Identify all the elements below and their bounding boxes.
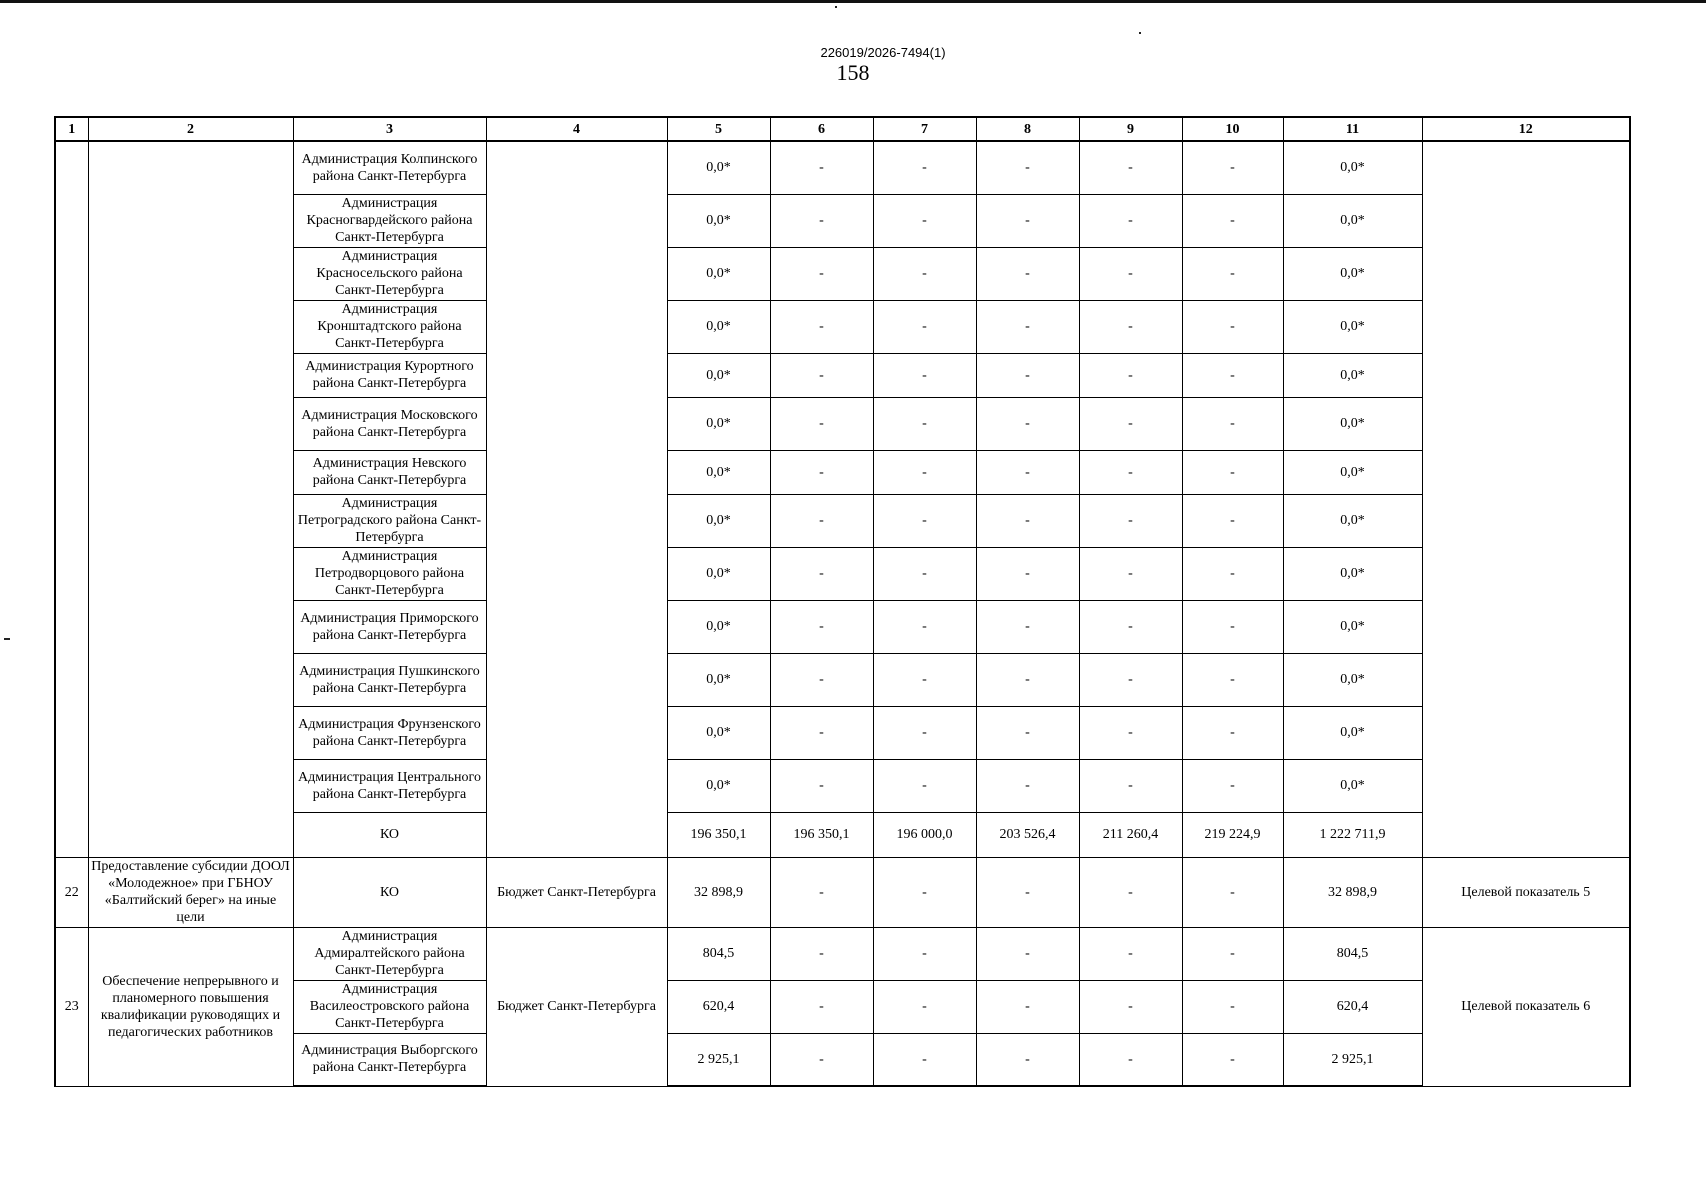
value-cell-c6: -: [770, 927, 873, 980]
executor-cell: КО: [293, 857, 486, 927]
value-cell-c9: -: [1079, 1033, 1182, 1086]
budget-table: [54, 116, 1631, 1087]
executor-cell: Администрация Красногвардейского района Санкт-Петербурга: [293, 194, 486, 247]
value-cell-c5: 0,0*: [667, 397, 770, 450]
value-cell-c8: -: [976, 300, 1079, 353]
value-cell-c5: 620,4: [667, 980, 770, 1033]
value-cell-c11: 32 898,9: [1283, 857, 1422, 927]
executor-cell: Администрация Колпинского района Санкт-Петербурга: [293, 141, 486, 194]
value-cell-c7: 196 000,0: [873, 812, 976, 857]
value-cell-c5: 32 898,9: [667, 857, 770, 927]
scan-speck: [4, 638, 10, 640]
value-cell-c10: -: [1182, 353, 1283, 397]
value-cell-c5: 0,0*: [667, 300, 770, 353]
value-cell-c9: 211 260,4: [1079, 812, 1182, 857]
value-cell-c11: 0,0*: [1283, 600, 1422, 653]
value-cell-c10: -: [1182, 194, 1283, 247]
top-border-line: [0, 0, 1706, 3]
column-header: 11: [1283, 117, 1422, 141]
value-cell-c6: -: [770, 706, 873, 759]
value-cell-c7: -: [873, 927, 976, 980]
indicator-cell: Целевой показатель 5: [1422, 857, 1630, 927]
value-cell-c10: -: [1182, 653, 1283, 706]
value-cell-c10: -: [1182, 300, 1283, 353]
value-cell-c10: 219 224,9: [1182, 812, 1283, 857]
value-cell-c8: 203 526,4: [976, 812, 1079, 857]
value-cell-c5: 0,0*: [667, 247, 770, 300]
value-cell-c6: -: [770, 759, 873, 812]
value-cell-c5: 804,5: [667, 927, 770, 980]
value-cell-c8: -: [976, 450, 1079, 494]
value-cell-c11: 0,0*: [1283, 494, 1422, 547]
column-number-row: [55, 117, 1630, 141]
value-cell-c6: -: [770, 653, 873, 706]
funding-source-cell: Бюджет Санкт-Петербурга: [486, 927, 667, 1086]
value-cell-c11: 0,0*: [1283, 353, 1422, 397]
value-cell-c10: -: [1182, 980, 1283, 1033]
value-cell-c8: -: [976, 494, 1079, 547]
value-cell-c11: 0,0*: [1283, 397, 1422, 450]
value-cell-c8: -: [976, 653, 1079, 706]
value-cell-c5: 196 350,1: [667, 812, 770, 857]
value-cell-c9: -: [1079, 300, 1182, 353]
value-cell-c9: -: [1079, 980, 1182, 1033]
value-cell-c10: -: [1182, 547, 1283, 600]
value-cell-c6: -: [770, 141, 873, 194]
executor-cell: Администрация Приморского района Санкт-Петербурга: [293, 600, 486, 653]
value-cell-c5: 0,0*: [667, 653, 770, 706]
value-cell-c8: -: [976, 927, 1079, 980]
table-row-23: [55, 927, 1630, 980]
value-cell-c8: -: [976, 980, 1079, 1033]
value-cell-c6: -: [770, 450, 873, 494]
value-cell-c8: -: [976, 857, 1079, 927]
value-cell-c5: 2 925,1: [667, 1033, 770, 1086]
value-cell-c7: -: [873, 759, 976, 812]
measure-name-cell: Обеспечение непрерывного и планомерного повышения квалификации руководящих и педагогических работников: [88, 927, 293, 1086]
column-header: 1: [55, 117, 88, 141]
value-cell-c6: -: [770, 300, 873, 353]
value-cell-c5: 0,0*: [667, 194, 770, 247]
executor-cell: Администрация Центрального района Санкт-Петербурга: [293, 759, 486, 812]
value-cell-c6: -: [770, 194, 873, 247]
executor-cell: Администрация Петродворцового района Санкт-Петербурга: [293, 547, 486, 600]
value-cell-c7: -: [873, 247, 976, 300]
value-cell-c9: -: [1079, 450, 1182, 494]
value-cell-c8: -: [976, 600, 1079, 653]
executor-cell: Администрация Василеостровского района Санкт-Петербурга: [293, 980, 486, 1033]
executor-cell: Администрация Пушкинского района Санкт-Петербурга: [293, 653, 486, 706]
column-header: 9: [1079, 117, 1182, 141]
indicator-cell: [1422, 141, 1630, 857]
value-cell-c10: -: [1182, 927, 1283, 980]
column-header: 10: [1182, 117, 1283, 141]
executor-cell: КО: [293, 812, 486, 857]
value-cell-c7: -: [873, 653, 976, 706]
value-cell-c11: 0,0*: [1283, 759, 1422, 812]
value-cell-c11: 0,0*: [1283, 706, 1422, 759]
column-header: 5: [667, 117, 770, 141]
value-cell-c7: -: [873, 857, 976, 927]
row-number-cell: [55, 141, 88, 857]
column-header: 7: [873, 117, 976, 141]
value-cell-c9: -: [1079, 706, 1182, 759]
value-cell-c10: -: [1182, 759, 1283, 812]
value-cell-c11: 0,0*: [1283, 247, 1422, 300]
executor-cell: Администрация Московского района Санкт-Петербурга: [293, 397, 486, 450]
value-cell-c7: -: [873, 353, 976, 397]
table-row: [55, 141, 1630, 194]
value-cell-c11: 0,0*: [1283, 547, 1422, 600]
value-cell-c11: 0,0*: [1283, 653, 1422, 706]
value-cell-c10: -: [1182, 141, 1283, 194]
value-cell-c11: 0,0*: [1283, 450, 1422, 494]
executor-cell: Администрация Красносельского района Санкт-Петербурга: [293, 247, 486, 300]
value-cell-c6: -: [770, 980, 873, 1033]
column-header: 4: [486, 117, 667, 141]
value-cell-c7: -: [873, 397, 976, 450]
value-cell-c9: -: [1079, 759, 1182, 812]
value-cell-c9: -: [1079, 927, 1182, 980]
value-cell-c5: 0,0*: [667, 450, 770, 494]
value-cell-c6: 196 350,1: [770, 812, 873, 857]
value-cell-c9: -: [1079, 353, 1182, 397]
value-cell-c7: -: [873, 141, 976, 194]
value-cell-c7: -: [873, 600, 976, 653]
value-cell-c8: -: [976, 706, 1079, 759]
value-cell-c5: 0,0*: [667, 706, 770, 759]
value-cell-c5: 0,0*: [667, 547, 770, 600]
value-cell-c8: -: [976, 141, 1079, 194]
executor-cell: Администрация Петроградского района Санкт-Петербурга: [293, 494, 486, 547]
measure-name-cell: Предоставление субсидии ДООЛ «Молодежное» при ГБНОУ «Балтийский берег» на иные цели: [88, 857, 293, 927]
value-cell-c6: -: [770, 247, 873, 300]
column-header: 6: [770, 117, 873, 141]
executor-cell: Администрация Выборгского района Санкт-Петербурга: [293, 1033, 486, 1086]
value-cell-c9: -: [1079, 141, 1182, 194]
value-cell-c7: -: [873, 706, 976, 759]
column-header: 2: [88, 117, 293, 141]
value-cell-c6: -: [770, 547, 873, 600]
value-cell-c6: -: [770, 494, 873, 547]
value-cell-c11: 1 222 711,9: [1283, 812, 1422, 857]
measure-name-cell: [88, 141, 293, 857]
value-cell-c8: -: [976, 1033, 1079, 1086]
value-cell-c11: 804,5: [1283, 927, 1422, 980]
value-cell-c5: 0,0*: [667, 494, 770, 547]
value-cell-c6: -: [770, 600, 873, 653]
row-number-cell: 22: [55, 857, 88, 927]
indicator-cell: Целевой показатель 6: [1422, 927, 1630, 1086]
funding-source-cell: Бюджет Санкт-Петербурга: [486, 857, 667, 927]
row-number-cell: 23: [55, 927, 88, 1086]
value-cell-c9: -: [1079, 547, 1182, 600]
value-cell-c5: 0,0*: [667, 141, 770, 194]
value-cell-c8: -: [976, 194, 1079, 247]
value-cell-c9: -: [1079, 194, 1182, 247]
value-cell-c7: -: [873, 1033, 976, 1086]
column-header: 3: [293, 117, 486, 141]
value-cell-c9: -: [1079, 653, 1182, 706]
value-cell-c10: -: [1182, 600, 1283, 653]
document-number: 226019/2026-7494(1): [820, 45, 946, 60]
value-cell-c7: -: [873, 980, 976, 1033]
executor-cell: Администрация Адмиралтейского района Санкт-Петербурга: [293, 927, 486, 980]
table-row-22: [55, 857, 1630, 927]
value-cell-c11: 0,0*: [1283, 141, 1422, 194]
scan-speck: [835, 6, 837, 8]
value-cell-c10: -: [1182, 397, 1283, 450]
value-cell-c5: 0,0*: [667, 353, 770, 397]
value-cell-c9: -: [1079, 494, 1182, 547]
value-cell-c5: 0,0*: [667, 600, 770, 653]
value-cell-c6: -: [770, 397, 873, 450]
value-cell-c9: -: [1079, 397, 1182, 450]
value-cell-c11: 0,0*: [1283, 194, 1422, 247]
value-cell-c8: -: [976, 353, 1079, 397]
value-cell-c11: 0,0*: [1283, 300, 1422, 353]
value-cell-c10: -: [1182, 450, 1283, 494]
value-cell-c7: -: [873, 300, 976, 353]
column-header: 12: [1422, 117, 1630, 141]
value-cell-c6: -: [770, 857, 873, 927]
column-header: 8: [976, 117, 1079, 141]
value-cell-c6: -: [770, 353, 873, 397]
value-cell-c7: -: [873, 547, 976, 600]
value-cell-c7: -: [873, 494, 976, 547]
value-cell-c7: -: [873, 450, 976, 494]
funding-source-cell: [486, 141, 667, 857]
value-cell-c8: -: [976, 397, 1079, 450]
executor-cell: Администрация Курортного района Санкт-Петербурга: [293, 353, 486, 397]
value-cell-c11: 2 925,1: [1283, 1033, 1422, 1086]
value-cell-c11: 620,4: [1283, 980, 1422, 1033]
value-cell-c8: -: [976, 247, 1079, 300]
executor-cell: Администрация Кронштадтского района Санкт-Петербурга: [293, 300, 486, 353]
value-cell-c10: -: [1182, 247, 1283, 300]
value-cell-c8: -: [976, 759, 1079, 812]
value-cell-c9: -: [1079, 600, 1182, 653]
page-number: 158: [836, 60, 870, 85]
value-cell-c9: -: [1079, 857, 1182, 927]
scan-speck: [1139, 32, 1141, 34]
executor-cell: Администрация Фрунзенского района Санкт-Петербурга: [293, 706, 486, 759]
executor-cell: Администрация Невского района Санкт-Петербурга: [293, 450, 486, 494]
value-cell-c9: -: [1079, 247, 1182, 300]
value-cell-c10: -: [1182, 494, 1283, 547]
value-cell-c8: -: [976, 547, 1079, 600]
value-cell-c5: 0,0*: [667, 759, 770, 812]
value-cell-c10: -: [1182, 706, 1283, 759]
value-cell-c10: -: [1182, 1033, 1283, 1086]
value-cell-c7: -: [873, 194, 976, 247]
value-cell-c6: -: [770, 1033, 873, 1086]
value-cell-c10: -: [1182, 857, 1283, 927]
